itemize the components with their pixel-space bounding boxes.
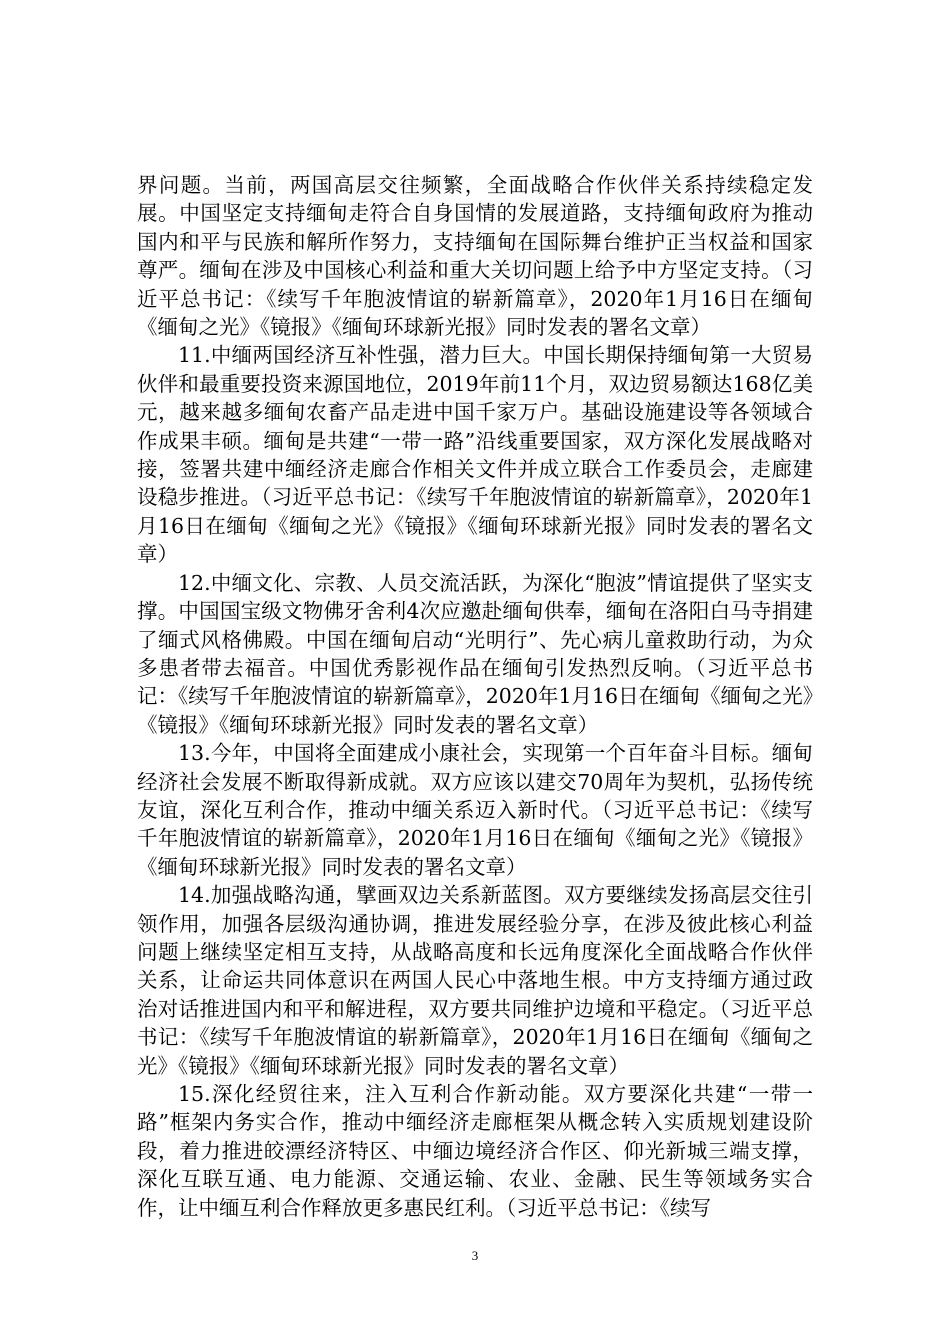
paragraph-11: 11.中缅两国经济互补性强，潜力巨大。中国长期保持缅甸第一大贸易伙伴和最重要投资来源国地位，2019年前11个月，双边贸易额达168亿美元，越来越多缅甸农畜产品走进中国千家万户。基础设施建设等各领域合作成果丰硕。缅甸是共建“一带一路”沿线重要国家，双方深化发展战略对接，签署共建中缅经济走廊合作相关文件并成立联合工作委员会，走廊建设稳步推进。（习近平总书记：《续写千年胞波情谊的崭新篇章》，2020年1月16日在缅甸《缅甸之光》《镜报》《缅甸环球新光报》同时发表的署名文章） [137, 343, 813, 567]
paragraph-14: 14.加强战略沟通，擘画双边关系新蓝图。双方要继续发扬高层交往引领作用，加强各层级沟通协调，推进发展经验分享，在涉及彼此核心利益问题上继续坚定相互支持，从战略高度和长远角度深化全面战略合作伙伴关系，让命运共同体意识在两国人民心中落地生根。中方支持缅方通过政治对话推进国内和平和解进程，双方要共同维护边境和平稳定。（习近平总书记：《续写千年胞波情谊的崭新篇章》，2020年1月16日在缅甸《缅甸之光》《镜报》《缅甸环球新光报》同时发表的署名文章） [137, 883, 813, 1078]
document-body [137, 171, 813, 1222]
paragraph-15: 15.深化经贸往来，注入互利合作新动能。双方要深化共建“一带一路”框架内务实合作，推动中缅经济走廊框架从概念转入实质规划建设阶段，着力推进皎漂经济特区、中缅边境经济合作区、仰光新城三端支撑，深化互联互通、电力能源、交通运输、农业、金融、民生等领域务实合作，让中缅互利合作释放更多惠民红利。（习近平总书记：《续写 [137, 1082, 813, 1220]
page-number: 3 [471, 1248, 479, 1263]
paragraph-13: 13.今年，中国将全面建成小康社会，实现第一个百年奋斗目标。缅甸经济社会发展不断取得新成就。双方应该以建交70周年为契机，弘扬传统友谊，深化互利合作，推动中缅关系迈入新时代。（习近平总书记：《续写千年胞波情谊的崭新篇章》，2020年1月16日在缅甸《缅甸之光》《镜报》《缅甸环球新光报》同时发表的署名文章） [137, 741, 813, 879]
paragraph-12: 12.中缅文化、宗教、人员交流活跃，为深化“胞波”情谊提供了坚实支撑。中国国宝级文物佛牙舍利4次应邀赴缅甸供奉，缅甸在洛阳白马寺捐建了缅式风格佛殿。中国在缅甸启动“光明行”、先心病儿童救助行动，为众多患者带去福音。中国优秀影视作品在缅甸引发热烈反响。（习近平总书记：《续写千年胞波情谊的崭新篇章》，2020年1月16日在缅甸《缅甸之光》《镜报》《缅甸环球新光报》同时发表的署名文章） [137, 570, 813, 737]
paragraph-continuation: 界问题。当前，两国高层交往频繁，全面战略合作伙伴关系持续稳定发展。中国坚定支持缅甸走符合自身国情的发展道路，支持缅甸政府为推动国内和平与民族和解所作努力，支持缅甸在国际舞台维护正当权益和国家尊严。缅甸在涉及中国核心利益和重大关切问题上给予中方坚定支持。（习近平总书记：《续写千年胞波情谊的崭新篇章》，2020年1月16日在缅甸《缅甸之光》《镜报》《缅甸环球新光报》同时发表的署名文章） [137, 173, 813, 340]
